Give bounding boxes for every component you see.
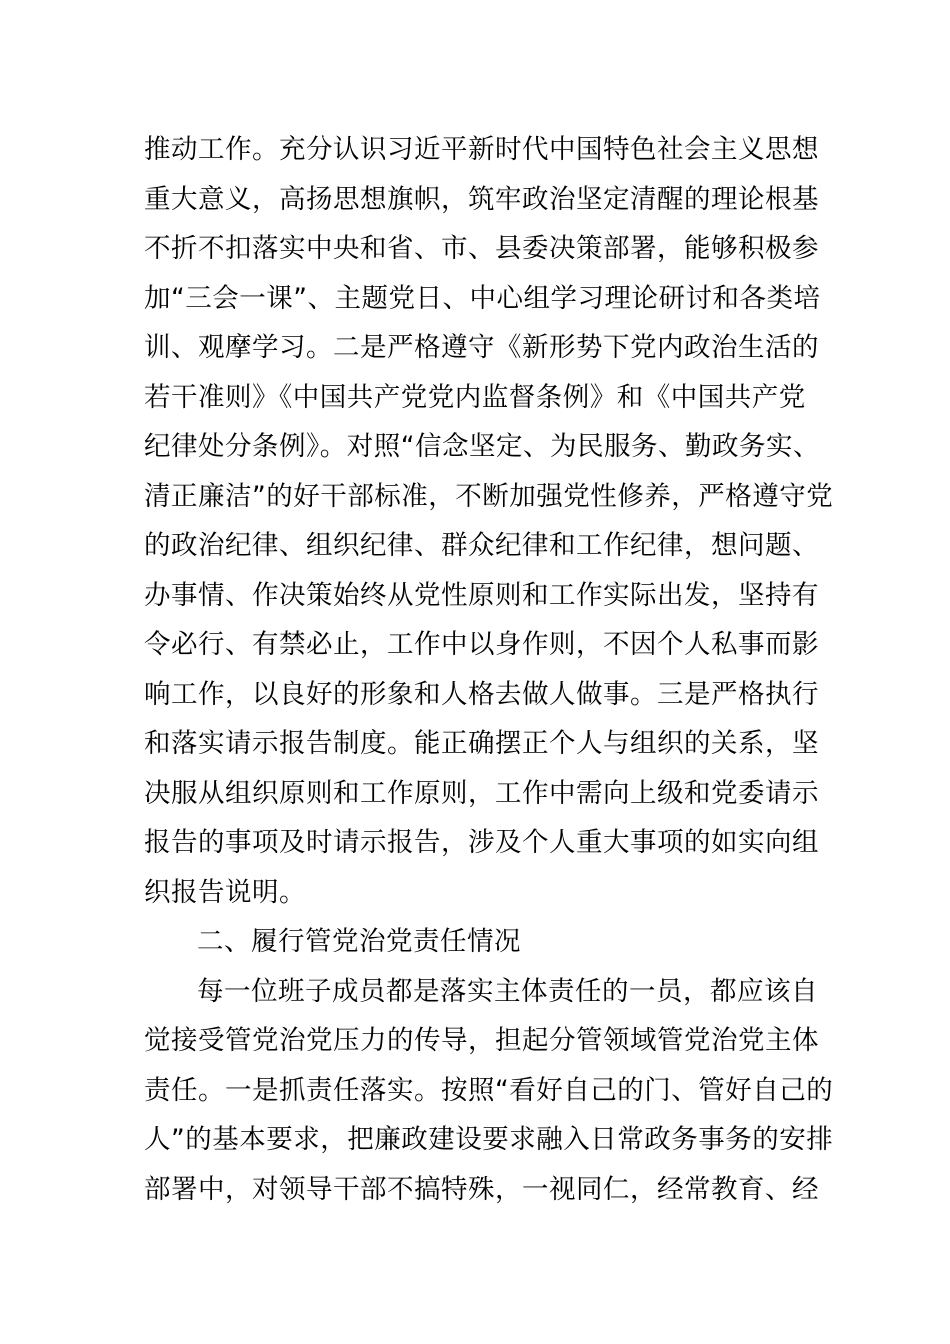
text-line: 若干准则》《中国共产党党内监督条例》和《中国共产党 xyxy=(144,381,806,413)
text-line: 训、观摩学习。二是严格遵守《新形势下党内政治生活的 xyxy=(144,332,819,363)
text-line: 令必行、有禁必止，工作中以身作则，不因个人私事而影 xyxy=(144,629,819,660)
text-line: 的政治纪律、组织纪律、群众纪律和工作纪律，想问题、 xyxy=(144,530,819,561)
text-line: 部署中，对领导干部不搞特殊，一视同仁，经常教育、经 xyxy=(144,1173,819,1205)
text-line: 纪律处分条例》。对照“信念坚定、为民服务、勤政务实、 xyxy=(144,431,820,462)
text-line: 加“三会一课”、主题党日、中心组学习理论研讨和各类培 xyxy=(144,282,821,314)
text-line: 责任。一是抓责任落实。按照“看好自己的门、管好自己的 xyxy=(144,1074,834,1106)
text-line: 响工作，以良好的形象和人格去做人做事。三是严格执行 xyxy=(144,678,819,710)
text-line: 决服从组织原则和工作原则，工作中需向上级和党委请示 xyxy=(144,777,819,809)
text-line: 推动工作。充分认识习近平新时代中国特色社会主义思想 xyxy=(144,134,819,165)
text-line: 报告的事项及时请示报告，涉及个人重大事项的如实向组 xyxy=(144,827,819,858)
text-line: 不折不扣落实中央和省、市、县委决策部署，能够积极参 xyxy=(144,233,819,264)
text-line: 重大意义，高扬思想旗帜，筑牢政治坚定清醒的理论根基 xyxy=(144,183,819,215)
document-body xyxy=(144,125,834,1214)
text-line: 觉接受管党治党压力的传导，担起分管领域管党治党主体 xyxy=(144,1025,819,1056)
text-line: 办事情、作决策始终从党性原则和工作实际出发，坚持有 xyxy=(144,579,819,611)
text-line: 和落实请示报告制度。能正确摆正个人与组织的关系，坚 xyxy=(144,728,819,759)
section-heading: 二、履行管党治党责任情况 xyxy=(197,926,521,957)
text-line: 清正廉洁”的好干部标准，不断加强党性修养，严格遵守党 xyxy=(144,480,834,512)
paragraph-first-line: 每一位班子成员都是落实主体责任的一员，都应该自 xyxy=(197,975,818,1007)
text-line: 人”的基本要求，把廉政建设要求融入日常政务事务的安排 xyxy=(144,1124,834,1155)
text-line: 织报告说明。 xyxy=(144,876,306,908)
